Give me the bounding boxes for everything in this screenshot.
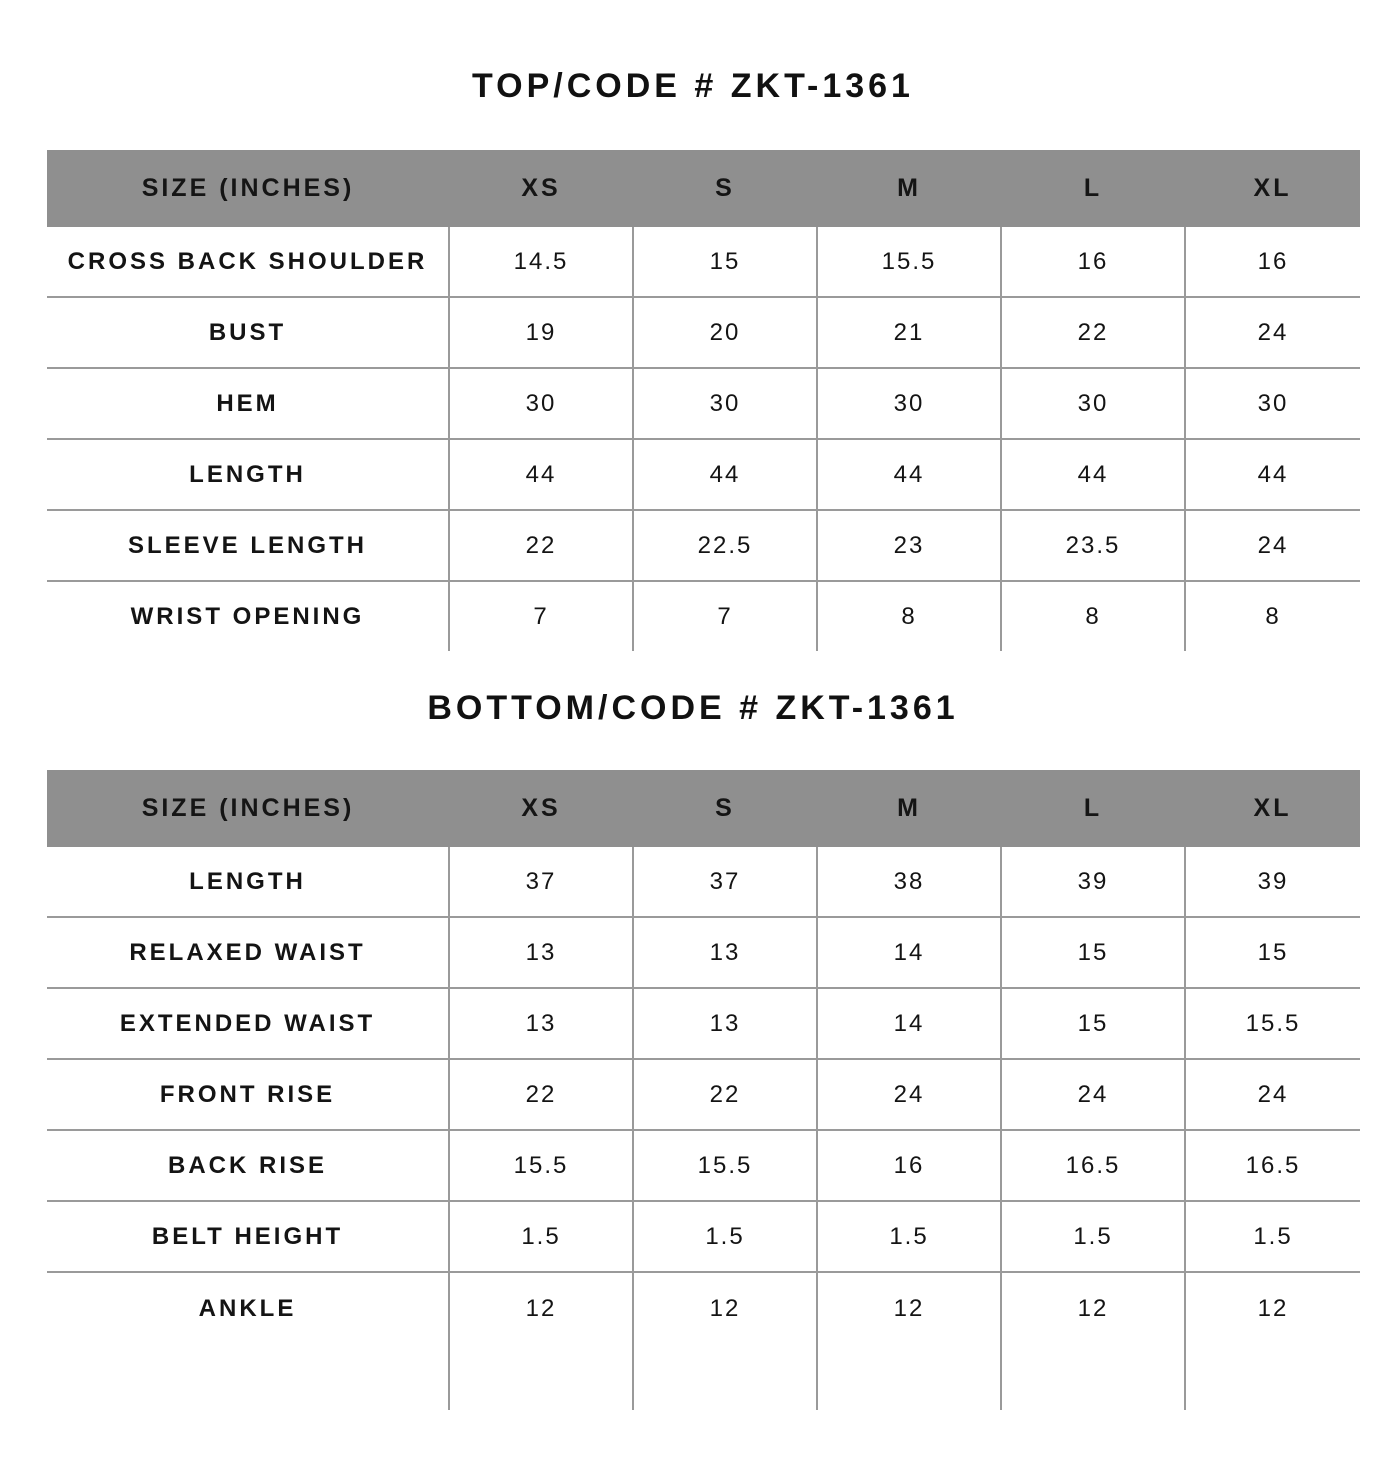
- table-cell: 15.5: [1185, 988, 1360, 1059]
- table-cell: 22: [449, 1059, 633, 1130]
- table-cell: 44: [633, 439, 817, 510]
- table-cell: 13: [633, 917, 817, 988]
- row-label: BUST: [47, 297, 449, 368]
- table-cell: 22: [633, 1059, 817, 1130]
- table-cell: 24: [1185, 1059, 1360, 1130]
- table-cell: 13: [449, 988, 633, 1059]
- header-size-xl: XL: [1185, 770, 1360, 847]
- table-row: [47, 1130, 1360, 1201]
- table-cell: 23: [817, 510, 1001, 581]
- table-cell: 24: [817, 1059, 1001, 1130]
- table-cell: 12: [1185, 1272, 1360, 1410]
- table-cell: 22: [1001, 297, 1185, 368]
- table-cell: 15: [1185, 917, 1360, 988]
- table-cell: 24: [1185, 510, 1360, 581]
- header-size-l: L: [1001, 770, 1185, 847]
- row-label: LENGTH: [47, 847, 449, 917]
- table-cell: 12: [1001, 1272, 1185, 1410]
- table-row: [47, 439, 1360, 510]
- table-cell: 44: [449, 439, 633, 510]
- header-size-xs: XS: [449, 770, 633, 847]
- table-cell: 13: [449, 917, 633, 988]
- row-label: ANKLE: [198, 1295, 297, 1322]
- row-label: SLEEVE LENGTH: [47, 510, 449, 581]
- table-cell: 23.5: [1001, 510, 1185, 581]
- row-label: RELAXED WAIST: [47, 917, 449, 988]
- header-size-inches: SIZE (INCHES): [47, 150, 449, 227]
- table-cell: 14: [817, 988, 1001, 1059]
- table-cell: 16.5: [1001, 1130, 1185, 1201]
- table-header-row: [47, 150, 1360, 227]
- header-size-m: M: [817, 150, 1001, 227]
- table-cell: 8: [1001, 581, 1185, 651]
- table-cell: 37: [633, 847, 817, 917]
- row-label: LENGTH: [47, 439, 449, 510]
- row-label: EXTENDED WAIST: [47, 988, 449, 1059]
- row-label: FRONT RISE: [47, 1059, 449, 1130]
- header-size-xs: XS: [449, 150, 633, 227]
- table-cell: 39: [1185, 847, 1360, 917]
- table-cell: 37: [449, 847, 633, 917]
- bottom-size-chart-title: BOTTOM/CODE # ZKT-1361: [427, 689, 959, 727]
- top-size-table: [47, 150, 1360, 651]
- table-cell: 44: [1185, 439, 1360, 510]
- header-size-l: L: [1001, 150, 1185, 227]
- table-cell: 16: [1001, 227, 1185, 297]
- table-cell: 12: [817, 1272, 1001, 1410]
- row-label: BACK RISE: [47, 1130, 449, 1201]
- table-cell: 15: [1001, 988, 1185, 1059]
- table-cell: 1.5: [817, 1201, 1001, 1272]
- table-cell: 16: [1185, 227, 1360, 297]
- table-row: [47, 227, 1360, 297]
- table-row: [47, 1201, 1360, 1272]
- table-cell: 13: [633, 988, 817, 1059]
- table-cell: 30: [633, 368, 817, 439]
- table-row: [47, 297, 1360, 368]
- table-row: [47, 1059, 1360, 1130]
- header-size-s: S: [633, 770, 817, 847]
- table-cell: 20: [633, 297, 817, 368]
- table-row: [47, 847, 1360, 917]
- table-cell: 44: [1001, 439, 1185, 510]
- table-cell: 1.5: [1185, 1201, 1360, 1272]
- table-cell: 19: [449, 297, 633, 368]
- table-row: [47, 368, 1360, 439]
- table-cell: 30: [1001, 368, 1185, 439]
- header-size-m: M: [817, 770, 1001, 847]
- table-cell: 30: [449, 368, 633, 439]
- table-cell: 39: [1001, 847, 1185, 917]
- table-cell: 14.5: [449, 227, 633, 297]
- table-row: [47, 917, 1360, 988]
- table-cell: 44: [817, 439, 1001, 510]
- table-cell: 15: [1001, 917, 1185, 988]
- table-cell: 14: [817, 917, 1001, 988]
- table-cell: 15: [633, 227, 817, 297]
- table-cell: 21: [817, 297, 1001, 368]
- table-cell: 38: [817, 847, 1001, 917]
- table-row: [47, 1272, 1360, 1410]
- table-row: [47, 988, 1360, 1059]
- table-cell: 1.5: [1001, 1201, 1185, 1272]
- table-cell: 30: [1185, 368, 1360, 439]
- row-label: BELT HEIGHT: [47, 1201, 449, 1272]
- bottom-size-table: [47, 770, 1360, 1410]
- table-cell: 24: [1001, 1059, 1185, 1130]
- table-cell: 7: [633, 581, 817, 651]
- header-size-xl: XL: [1185, 150, 1360, 227]
- header-size-s: S: [633, 150, 817, 227]
- header-size-inches: SIZE (INCHES): [47, 770, 449, 847]
- table-cell: 1.5: [449, 1201, 633, 1272]
- row-label: CROSS BACK SHOULDER: [47, 227, 449, 297]
- table-cell: 15.5: [633, 1130, 817, 1201]
- table-cell: 1.5: [633, 1201, 817, 1272]
- table-header-row: [47, 770, 1360, 847]
- table-cell: 8: [817, 581, 1001, 651]
- table-cell: 12: [449, 1272, 633, 1410]
- table-cell: 16.5: [1185, 1130, 1360, 1201]
- row-label: HEM: [47, 368, 449, 439]
- table-cell: 8: [1185, 581, 1360, 651]
- table-row: [47, 581, 1360, 651]
- table-cell: 16: [817, 1130, 1001, 1201]
- table-cell: 22: [449, 510, 633, 581]
- top-size-chart-title: TOP/CODE # ZKT-1361: [472, 67, 914, 105]
- table-cell: 7: [449, 581, 633, 651]
- table-cell: 24: [1185, 297, 1360, 368]
- table-cell: 15.5: [817, 227, 1001, 297]
- table-cell: 15.5: [449, 1130, 633, 1201]
- table-row: [47, 510, 1360, 581]
- table-cell: 30: [817, 368, 1001, 439]
- table-cell: 12: [633, 1272, 817, 1410]
- row-label: WRIST OPENING: [130, 602, 365, 630]
- table-cell: 22.5: [633, 510, 817, 581]
